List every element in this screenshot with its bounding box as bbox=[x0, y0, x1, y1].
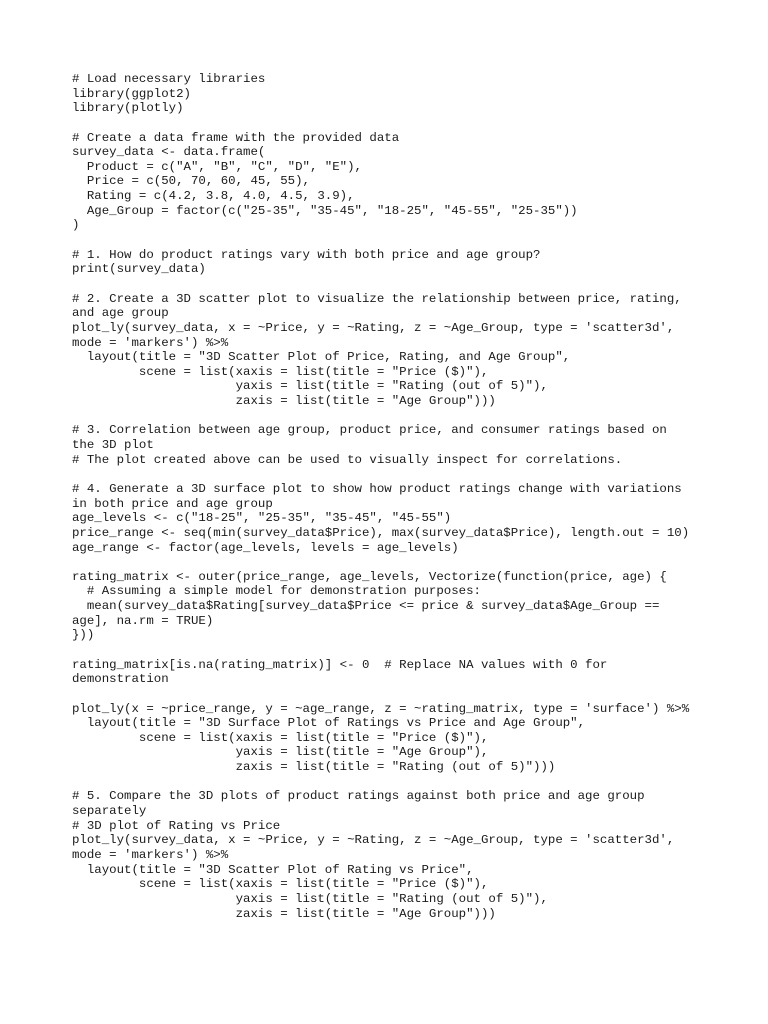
code-line: separately bbox=[72, 804, 147, 819]
code-line: Price = c(50, 70, 60, 45, 55), bbox=[72, 174, 310, 189]
code-line: survey_data <- data.frame( bbox=[72, 145, 266, 160]
code-line bbox=[72, 277, 712, 292]
code-line: plot_ly(survey_data, x = ~Price, y = ~Rating, z = ~Age_Group, type = 'scatter3d', bbox=[72, 833, 675, 848]
code-line: # Create a data frame with the provided data bbox=[72, 130, 400, 145]
code-line: mode = 'markers') %>% bbox=[72, 335, 229, 350]
code-line bbox=[72, 467, 712, 482]
code-line: in both price and age group bbox=[72, 496, 273, 511]
code-line: # 2. Create a 3D scatter plot to visualize the relationship between price, rating, bbox=[72, 291, 682, 306]
code-line: layout(title = "3D Scatter Plot of Rating vs Price", bbox=[72, 862, 474, 877]
code-line: Product = c("A", "B", "C", "D", "E"), bbox=[72, 159, 362, 174]
code-line bbox=[72, 409, 712, 424]
code-line bbox=[72, 233, 712, 248]
code-line: yaxis = list(title = "Rating (out of 5)"), bbox=[72, 891, 548, 906]
code-line: mode = 'markers') %>% bbox=[72, 847, 229, 862]
code-line: })) bbox=[72, 628, 95, 643]
code-line bbox=[72, 555, 712, 570]
code-line: scene = list(xaxis = list(title = "Price ($)"), bbox=[72, 364, 489, 379]
code-line: age_levels <- c("18-25", "25-35", "35-45", "45-55") bbox=[72, 511, 452, 526]
code-line: yaxis = list(title = "Age Group"), bbox=[72, 745, 489, 760]
code-line: yaxis = list(title = "Rating (out of 5)"), bbox=[72, 379, 548, 394]
code-line: plot_ly(x = ~price_range, y = ~age_range, z = ~rating_matrix, type = 'surface') %>% bbox=[72, 701, 690, 716]
code-listing bbox=[72, 72, 712, 921]
code-line: Rating = c(4.2, 3.8, 4.0, 4.5, 3.9), bbox=[72, 189, 355, 204]
code-line: demonstration bbox=[72, 672, 169, 687]
code-line: layout(title = "3D Surface Plot of Ratings vs Price and Age Group", bbox=[72, 716, 586, 731]
code-line: price_range <- seq(min(survey_data$Price), max(survey_data$Price), length.out = 10) bbox=[72, 525, 690, 540]
code-line: and age group bbox=[72, 306, 169, 321]
code-line: # 4. Generate a 3D surface plot to show how product ratings change with variations bbox=[72, 481, 682, 496]
code-line: # The plot created above can be used to visually inspect for correlations. bbox=[72, 452, 623, 467]
code-line: # 5. Compare the 3D plots of product ratings against both price and age group bbox=[72, 789, 645, 804]
code-line: rating_matrix[is.na(rating_matrix)] <- 0 # Replace NA values with 0 for bbox=[72, 657, 608, 672]
code-line bbox=[72, 775, 712, 790]
code-line: ) bbox=[72, 218, 80, 233]
code-line: age], na.rm = TRUE) bbox=[72, 613, 214, 628]
code-line: # 3. Correlation between age group, product price, and consumer ratings based on bbox=[72, 423, 667, 438]
code-line: rating_matrix <- outer(price_range, age_levels, Vectorize(function(price, age) { bbox=[72, 569, 667, 584]
code-line bbox=[72, 116, 712, 131]
code-line: scene = list(xaxis = list(title = "Price ($)"), bbox=[72, 877, 489, 892]
code-line: age_range <- factor(age_levels, levels = age_levels) bbox=[72, 540, 459, 555]
code-line: # 3D plot of Rating vs Price bbox=[72, 818, 281, 833]
code-line bbox=[72, 643, 712, 658]
code-line: mean(survey_data$Rating[survey_data$Price <= price & survey_data$Age_Group == bbox=[72, 599, 660, 614]
code-line: layout(title = "3D Scatter Plot of Price, Rating, and Age Group", bbox=[72, 350, 571, 365]
code-line: zaxis = list(title = "Age Group"))) bbox=[72, 394, 496, 409]
code-line: library(plotly) bbox=[72, 101, 184, 116]
code-line: library(ggplot2) bbox=[72, 86, 191, 101]
code-line: # Assuming a simple model for demonstration purposes: bbox=[72, 584, 481, 599]
code-line: the 3D plot bbox=[72, 438, 154, 453]
code-line: print(survey_data) bbox=[72, 262, 206, 277]
code-line: zaxis = list(title = "Age Group"))) bbox=[72, 906, 496, 921]
code-line: Age_Group = factor(c("25-35", "35-45", "18-25", "45-55", "25-35")) bbox=[72, 203, 578, 218]
code-line bbox=[72, 687, 712, 702]
code-line: scene = list(xaxis = list(title = "Price ($)"), bbox=[72, 730, 489, 745]
code-line: zaxis = list(title = "Rating (out of 5)"))) bbox=[72, 760, 556, 775]
code-line: plot_ly(survey_data, x = ~Price, y = ~Rating, z = ~Age_Group, type = 'scatter3d', bbox=[72, 320, 675, 335]
code-line: # 1. How do product ratings vary with both price and age group? bbox=[72, 247, 541, 262]
code-line: # Load necessary libraries bbox=[72, 72, 266, 86]
